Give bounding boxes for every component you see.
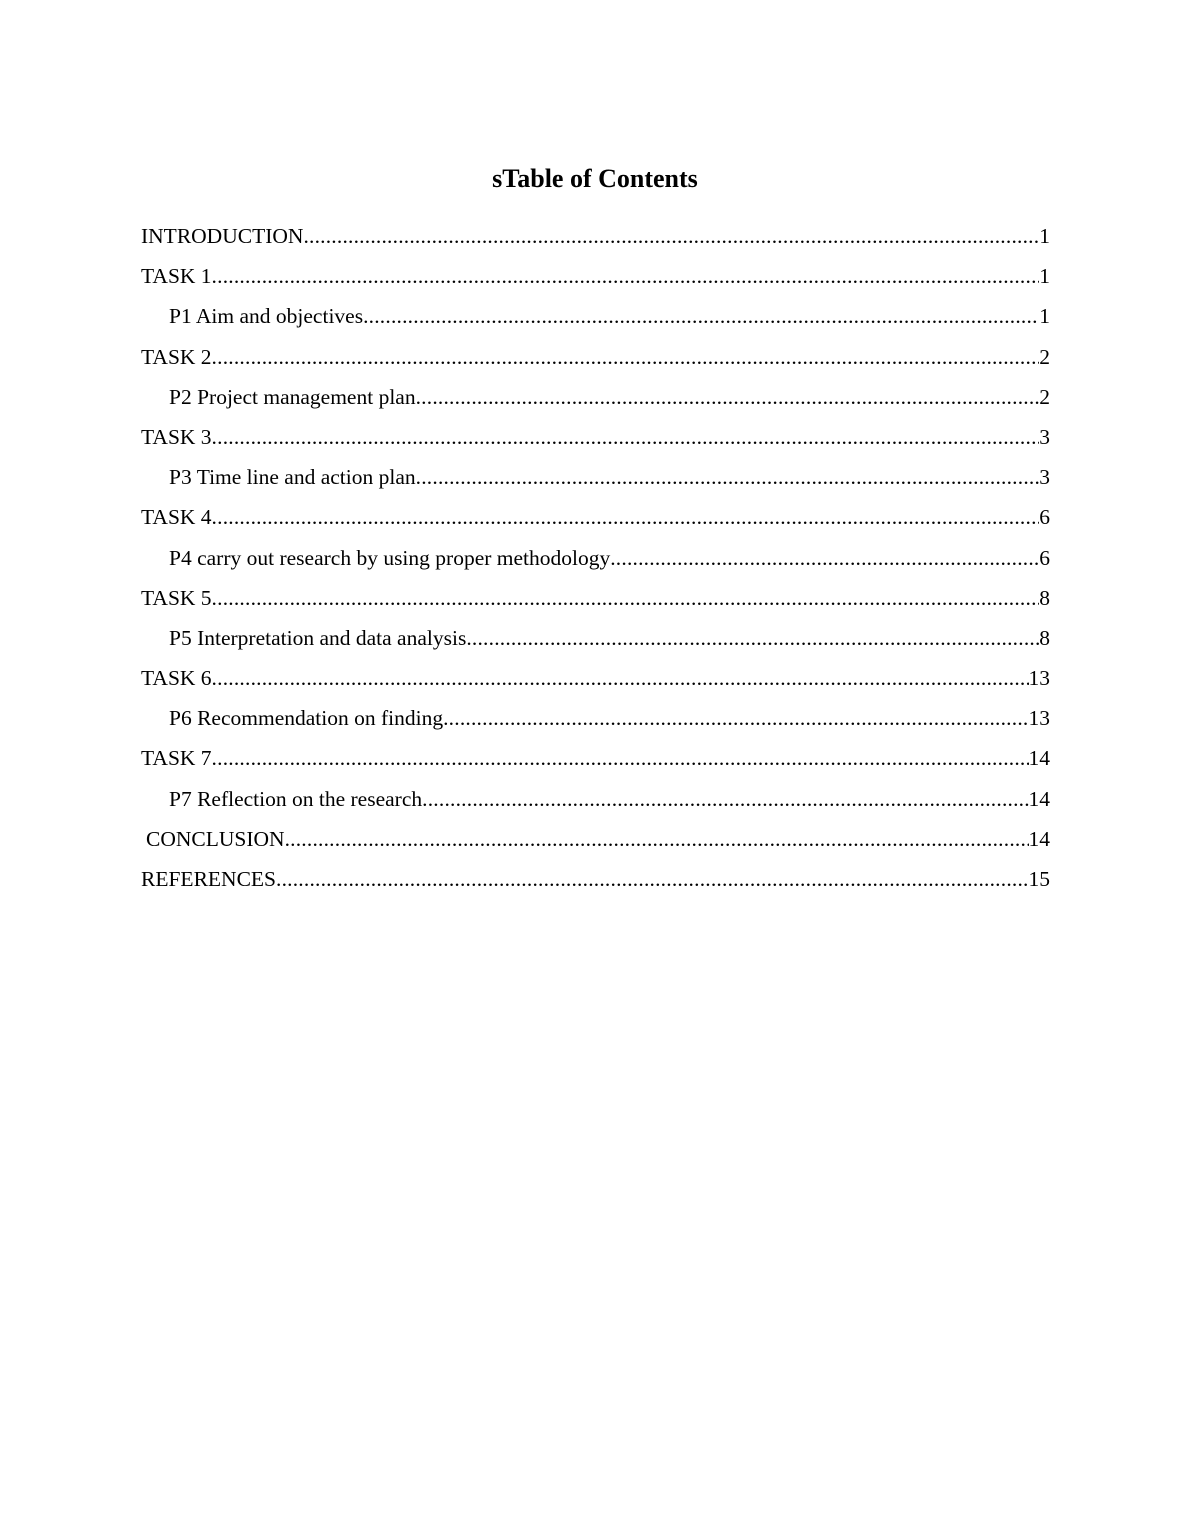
dot-leader <box>363 300 1039 332</box>
toc-entry-conclusion[interactable] <box>141 823 1050 863</box>
toc-entry-task-7[interactable] <box>141 742 1050 782</box>
toc-entry-label: CONCLUSION <box>146 826 285 851</box>
toc-entry-task-6[interactable] <box>141 662 1050 702</box>
toc-entry-introduction[interactable] <box>141 220 1050 260</box>
toc-entry-label: TASK 2 <box>141 344 212 369</box>
dot-leader <box>212 260 1040 292</box>
toc-entry-p7[interactable] <box>141 783 1050 823</box>
toc-entry-label: P5 Interpretation and data analysis <box>169 625 467 650</box>
toc-entry-label: P6 Recommendation on finding <box>169 706 444 731</box>
toc-page-number: 1 <box>1039 264 1050 289</box>
toc-entry-p5[interactable] <box>141 622 1050 662</box>
toc-entry-references[interactable] <box>141 863 1050 903</box>
toc-page-number: 15 <box>1028 867 1050 891</box>
toc-page-number: 14 <box>1028 826 1050 851</box>
dot-leader <box>212 501 1040 533</box>
dot-leader <box>422 783 1028 815</box>
toc-page-number: 6 <box>1039 505 1050 530</box>
toc-entry-task-2[interactable] <box>141 341 1050 381</box>
dot-leader <box>303 220 1039 252</box>
toc-entry-p1[interactable] <box>141 300 1050 340</box>
toc-entry-label: P7 Reflection on the research <box>169 786 423 811</box>
toc-page-number: 3 <box>1039 465 1050 490</box>
toc-entry-label: P2 Project management plan <box>169 384 416 409</box>
dot-leader <box>276 863 1029 895</box>
dot-leader <box>212 341 1040 373</box>
toc-entry-p6[interactable] <box>141 702 1050 742</box>
toc-entry-label: P1 Aim and objectives <box>169 304 364 329</box>
toc-page-number: 14 <box>1028 746 1050 771</box>
toc-entry-task-3[interactable] <box>141 421 1050 461</box>
dot-leader <box>212 742 1029 774</box>
toc-page-number: 1 <box>1039 224 1050 248</box>
toc-page-number: 13 <box>1028 666 1050 691</box>
toc-page-number: 8 <box>1039 625 1050 650</box>
toc-entry-label: INTRODUCTION <box>141 224 304 248</box>
dot-leader <box>285 823 1029 855</box>
toc-page-number: 2 <box>1039 384 1050 409</box>
toc-page-number: 1 <box>1039 304 1050 329</box>
page-title: sTable of Contents <box>492 164 698 193</box>
dot-leader <box>416 461 1040 493</box>
toc-page-number: 6 <box>1039 545 1050 570</box>
table-of-contents <box>141 220 1050 903</box>
toc-entry-label: P3 Time line and action plan <box>169 465 416 490</box>
toc-entry-label: TASK 1 <box>141 264 212 289</box>
toc-entry-p3[interactable] <box>141 461 1050 501</box>
dot-leader <box>443 702 1028 734</box>
dot-leader <box>610 542 1039 574</box>
toc-page-number: 14 <box>1028 786 1050 811</box>
toc-entry-task-1[interactable] <box>141 260 1050 300</box>
dot-leader <box>466 622 1039 654</box>
toc-entry-p4[interactable] <box>141 542 1050 582</box>
dot-leader <box>212 421 1040 453</box>
toc-entry-label: REFERENCES <box>141 867 276 891</box>
toc-entry-label: TASK 7 <box>141 746 212 771</box>
dot-leader <box>212 662 1029 694</box>
toc-entry-p2[interactable] <box>141 381 1050 421</box>
toc-page-number: 3 <box>1039 424 1050 449</box>
dot-leader <box>212 582 1040 614</box>
toc-entry-label: TASK 3 <box>141 424 212 449</box>
toc-entry-task-5[interactable] <box>141 582 1050 622</box>
toc-entry-label: P4 carry out research by using proper methodology <box>169 545 611 570</box>
dot-leader <box>416 381 1040 413</box>
toc-page-number: 13 <box>1028 706 1050 731</box>
toc-entry-label: TASK 4 <box>141 505 212 530</box>
toc-entry-label: TASK 6 <box>141 666 212 691</box>
toc-entry-task-4[interactable] <box>141 501 1050 541</box>
toc-page-number: 2 <box>1039 344 1050 369</box>
toc-entry-label: TASK 5 <box>141 585 212 610</box>
toc-page-number: 8 <box>1039 585 1050 610</box>
